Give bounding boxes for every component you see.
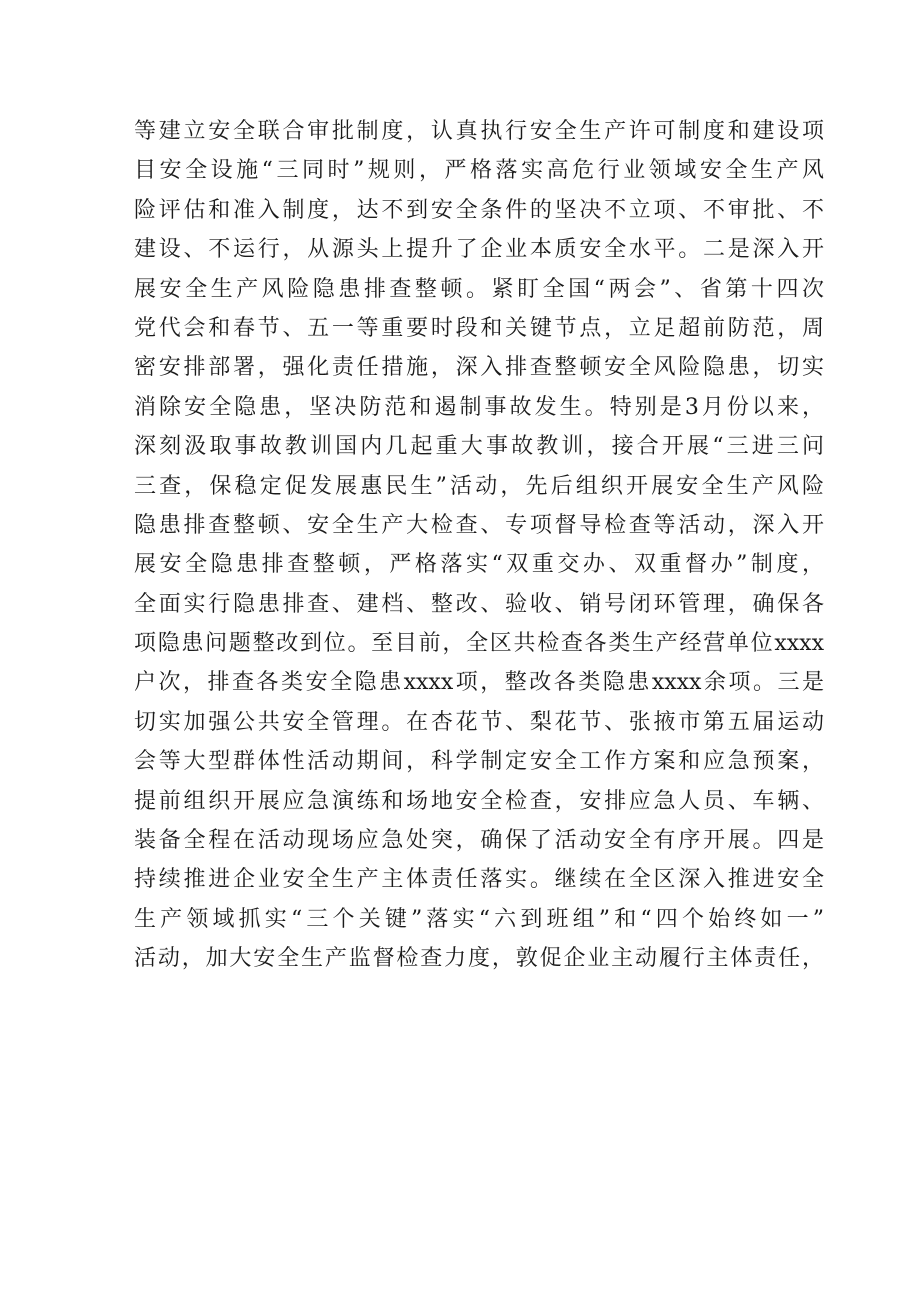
text-line: 展安全生产风险隐患排查整顿。紧盯全国“两会”、省第十四次	[134, 276, 824, 302]
text-line: 险评估和准入制度，达不到安全条件的坚决不立项、不审批、不	[134, 197, 824, 223]
text-line: 三查，保稳定促发展惠民生”活动，先后组织开展安全生产风险	[134, 473, 824, 499]
text-line: 展安全隐患排查整顿，严格落实“双重交办、双重督办”制度，	[134, 552, 824, 578]
text-line: 生产领域抓实“三个关键”落实“六到班组”和“四个始终如一”	[134, 906, 824, 932]
text-line: 会等大型群体性活动期间，科学制定安全工作方案和应急预案，	[134, 749, 824, 775]
text-line: 深刻汲取事故教训国内几起重大事故教训，接合开展“三进三问	[134, 434, 824, 460]
text-line: 活动，加大安全生产监督检查力度，敦促企业主动履行主体责任，	[134, 946, 824, 972]
text-line: 装备全程在活动现场应急处突，确保了活动安全有序开展。四是	[134, 828, 824, 854]
text-line: 户次，排查各类安全隐患xxxx项，整改各类隐患xxxx余项。三是	[134, 670, 824, 696]
text-line: 全面实行隐患排查、建档、整改、验收、销号闭环管理，确保各	[134, 591, 824, 617]
text-line: 隐患排查整顿、安全生产大检查、专项督导检查等活动，深入开	[134, 512, 824, 538]
text-line: 项隐患问题整改到位。至目前，全区共检查各类生产经营单位xxxx	[134, 631, 824, 657]
body-paragraph	[134, 112, 824, 979]
text-line: 持续推进企业安全生产主体责任落实。继续在全区深入推进安全	[134, 867, 824, 893]
text-line: 等建立安全联合审批制度，认真执行安全生产许可制度和建设项	[134, 119, 824, 144]
text-line: 密安排部署，强化责任措施，深入排查整顿安全风险隐患，切实	[134, 355, 824, 381]
text-line: 目安全设施“三同时”规则，严格落实高危行业领域安全生产风	[134, 158, 824, 184]
text-line: 消除安全隐患，坚决防范和遏制事故发生。特别是3月份以来，	[134, 394, 824, 420]
text-line: 提前组织开展应急演练和场地安全检查，安排应急人员、车辆、	[134, 788, 824, 814]
text-line: 切实加强公共安全管理。在杏花节、梨花节、张掖市第五届运动	[134, 709, 824, 735]
text-line: 建设、不运行，从源头上提升了企业本质安全水平。二是深入开	[134, 237, 824, 263]
text-line: 党代会和春节、五一等重要时段和关键节点，立足超前防范，周	[134, 315, 824, 341]
